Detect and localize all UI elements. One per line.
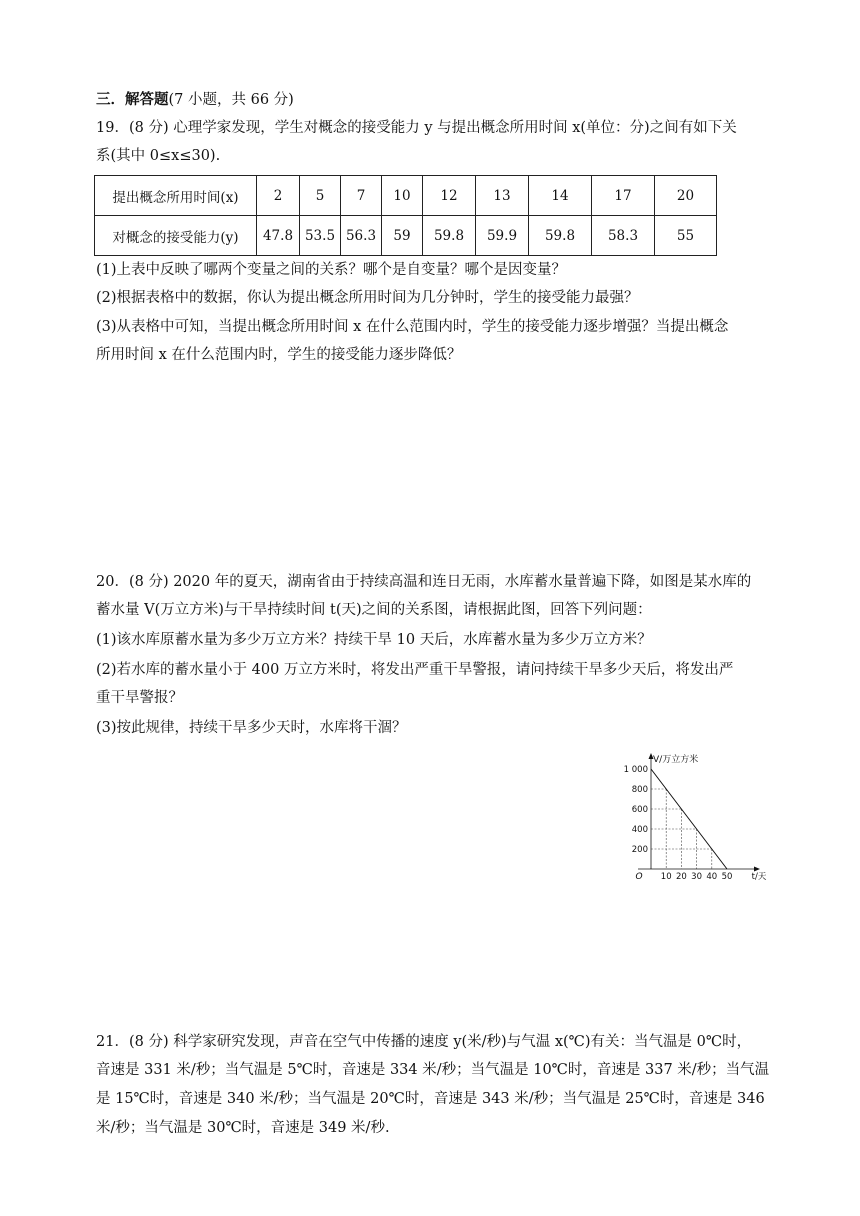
q21-stem-line2: 音速是 331 米/秒；当气温是 5℃时，音速是 334 米/秒；当气温是 10℃时，音速是 337 米/秒；当气温: [96, 1062, 770, 1078]
q21-stem-line3: 是 15℃时，音速是 340 米/秒；当气温是 20℃时，音速是 343 米/秒；当气温是 25℃时，音速是 346: [96, 1091, 765, 1107]
section-title: 三．解答题: [96, 91, 169, 108]
q19-sub3-line2: 所用时间 x 在什么范围内时，学生的接受能力逐步降低？: [96, 347, 462, 363]
table-cell: 55: [655, 216, 717, 256]
table-cell: 12: [423, 176, 476, 216]
table-cell: 7: [341, 176, 382, 216]
table-cell: 59.8: [529, 216, 592, 256]
table-cell: 2: [257, 176, 300, 216]
q19-data-table: [94, 175, 717, 256]
series-line: [651, 769, 727, 869]
q20-sub2-line1: (2)若水库的蓄水量小于 400 万立方米时，将发出严重干旱警报，请问持续干旱多少天后，将发出严: [96, 662, 734, 678]
table-cell: 5: [300, 176, 341, 216]
table-row-y: [95, 216, 717, 256]
y-axis-label: V/万立方米: [653, 755, 699, 765]
q20-sub1: (1)该水库原蓄水量为多少万立方米？持续干旱 10 天后，水库蓄水量为多少万立方米？: [96, 632, 652, 648]
q20-sub2-line2: 重干旱警报？: [96, 690, 183, 706]
table-cell: 58.3: [592, 216, 655, 256]
section-note: (7 小题，共 66 分): [168, 92, 294, 108]
section-heading: [96, 86, 766, 114]
q19-stem-line1: 19．(8 分) 心理学家发现，学生对概念的接受能力 y 与提出概念所用时间 x(单位：分)之间有如下关: [96, 120, 737, 136]
table-row-label: 提出概念所用时间(x): [95, 176, 257, 216]
x-axis-arrow: [754, 867, 760, 872]
table-cell: 59.8: [423, 216, 476, 256]
table-cell: 59: [382, 216, 423, 256]
x-tick-label: 20: [675, 872, 687, 882]
q20-line-chart: [618, 752, 768, 882]
chart-svg: [618, 752, 768, 882]
y-tick-label: 600: [631, 805, 648, 815]
table-cell: 10: [382, 176, 423, 216]
table-cell: 20: [655, 176, 717, 216]
origin-label: O: [635, 872, 643, 882]
x-axis-label: t/天: [751, 872, 767, 882]
x-tick-label: 30: [691, 872, 703, 882]
q19-stem-line2: 系(其中 0≤x≤30).: [96, 148, 221, 164]
table-cell: 17: [592, 176, 655, 216]
table-cell: 53.5: [300, 216, 341, 256]
q20-sub3: (3)按此规律，持续干旱多少天时，水库将干涸？: [96, 720, 407, 736]
q21-stem-line4: 米/秒；当气温是 30℃时，音速是 349 米/秒.: [96, 1120, 390, 1136]
table-cell: 13: [476, 176, 529, 216]
x-tick-label: 40: [706, 872, 718, 882]
table-cell: 47.8: [257, 216, 300, 256]
table-cell: 14: [529, 176, 592, 216]
q19-sub1: (1)上表中反映了哪两个变量之间的关系？哪个是自变量？哪个是因变量？: [96, 262, 567, 278]
table-cell: 59.9: [476, 216, 529, 256]
table-cell: 56.3: [341, 216, 382, 256]
y-tick-label: 1 000: [623, 765, 648, 775]
y-tick-label: 200: [631, 845, 648, 855]
q19-sub2: (2)根据表格中的数据，你认为提出概念所用时间为几分钟时，学生的接受能力最强？: [96, 290, 639, 306]
q21-stem-line1: 21．(8 分) 科学家研究发现，声音在空气中传播的速度 y(米/秒)与气温 x(℃)有关：当气温是 0℃时，: [96, 1034, 752, 1050]
table-row-label: 对概念的接受能力(y): [95, 216, 257, 256]
q20-stem-line2: 蓄水量 V(万立方米)与干旱持续时间 t(天)之间的关系图，请根据此图，回答下列问题：: [96, 602, 652, 618]
x-tick-label: 50: [721, 872, 733, 882]
y-tick-label: 800: [631, 785, 648, 795]
q19-sub3-line1: (3)从表格中可知，当提出概念所用时间 x 在什么范围内时，学生的接受能力逐步增强？当提出概念: [96, 319, 729, 335]
x-tick-label: 10: [660, 872, 672, 882]
table-row-x: [95, 176, 717, 216]
y-tick-label: 400: [631, 825, 648, 835]
q20-stem-line1: 20．(8 分) 2020 年的夏天，湖南省由于持续高温和连日无雨，水库蓄水量普遍下降，如图是某水库的: [96, 574, 752, 590]
